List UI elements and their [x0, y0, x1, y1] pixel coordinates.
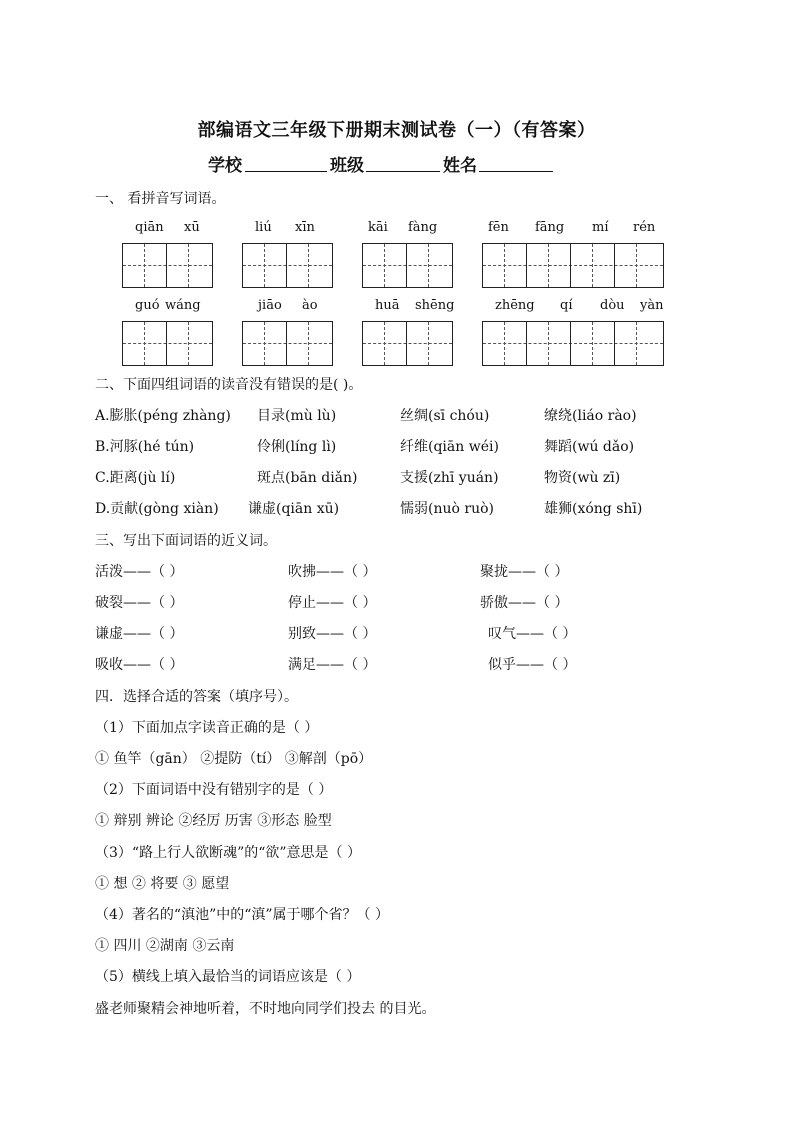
option-c-word: C.距离(jù lí): [95, 470, 176, 486]
class-blank[interactable]: [366, 171, 440, 172]
question-3-options: ① 想 ② 将要 ③ 愿望: [95, 876, 230, 892]
pinyin: qiān: [135, 220, 164, 235]
name-label: 姓名: [443, 156, 477, 176]
pinyin: fēn: [488, 220, 509, 235]
question-1-options: ① 鱼竿（gān） ②提防（tí） ③解剖（pō）: [95, 751, 373, 767]
synonym-item[interactable]: 停止——（ ）: [288, 595, 377, 611]
option-a-word: A.膨胀(péng zhàng): [95, 408, 231, 424]
pinyin: rén: [633, 220, 656, 235]
synonym-item[interactable]: 破裂——（ ）: [95, 595, 184, 611]
synonym-item[interactable]: 骄傲——（ ）: [480, 595, 569, 611]
option-d-word: 谦虚(qiān xū): [248, 501, 340, 517]
synonym-item[interactable]: 吸收——（ ）: [95, 657, 184, 673]
pinyin: wáng: [165, 298, 201, 313]
writing-grid[interactable]: [362, 243, 453, 288]
option-b-word: B.河豚(hé tún): [95, 439, 195, 455]
writing-grid[interactable]: [122, 243, 213, 288]
pinyin: mí: [592, 220, 609, 235]
school-label: 学校: [208, 156, 242, 176]
pinyin: ào: [302, 298, 318, 313]
option-d-word: 懦弱(nuò ruò): [400, 501, 494, 517]
synonym-item[interactable]: 谦虚——（ ）: [95, 626, 184, 642]
pinyin: huā: [375, 298, 400, 313]
pinyin: zhēng: [495, 298, 535, 313]
option-c-word: 支援(zhī yuán): [400, 470, 499, 486]
writing-grid[interactable]: [242, 321, 333, 366]
option-a-word: 缭绕(liáo rào): [544, 408, 637, 424]
synonym-item[interactable]: 聚拢——（ ）: [480, 564, 569, 580]
page-title: 部编语文三年级下册期末测试卷（一）（有答案）: [197, 120, 596, 141]
section-4-heading: 四．选择合适的答案（填序号）。: [95, 689, 298, 705]
class-label: 班级: [330, 156, 364, 176]
pinyin: qí: [560, 298, 573, 313]
synonym-item[interactable]: 满足——（ ）: [288, 657, 377, 673]
synonym-item[interactable]: 活泼——（ ）: [95, 564, 184, 580]
synonym-item[interactable]: 吹拂——（ ）: [288, 564, 377, 580]
pinyin: jiāo: [258, 298, 282, 313]
question-2: （2）下面词语中没有错别字的是（ ）: [95, 782, 333, 798]
option-b-word: 伶俐(líng lì): [257, 439, 337, 455]
writing-grid[interactable]: [482, 243, 664, 288]
option-b-word: 舞蹈(wú dǎo): [544, 439, 635, 455]
option-a-word: 目录(mù lù): [257, 408, 337, 424]
question-5: （5）横线上填入最恰当的词语应该是（ ）: [95, 969, 361, 985]
pinyin: liú: [255, 220, 272, 235]
pinyin: kāi: [368, 220, 388, 235]
section-1-heading: 一、 看拼音写词语。: [95, 191, 226, 207]
question-3: （3）“路上行人欲断魂”的“欲”意思是（ ）: [95, 845, 361, 861]
pinyin: dòu: [600, 298, 625, 313]
pinyin: fàng: [408, 220, 438, 235]
synonym-item[interactable]: 似乎——（ ）: [488, 657, 577, 673]
option-c-word: 物资(wù zī): [544, 470, 621, 486]
school-blank[interactable]: [245, 171, 327, 172]
option-a-word: 丝绸(sī chóu): [400, 408, 490, 424]
writing-grid[interactable]: [482, 321, 664, 366]
name-blank[interactable]: [479, 171, 553, 172]
question-4: （4）著名的“滇池”中的“滇”属于哪个省？（ ）: [95, 907, 389, 923]
writing-grid[interactable]: [362, 321, 453, 366]
pinyin: yàn: [640, 298, 664, 313]
writing-grid[interactable]: [122, 321, 213, 366]
option-d-word: D.贡献(gòng xiàn): [95, 501, 219, 517]
pinyin: fāng: [535, 220, 565, 235]
question-5-sentence: 盛老师聚精会神地听着，不时地向同学们投去 的目光。: [95, 1001, 436, 1017]
synonym-item[interactable]: 叹气——（ ）: [488, 626, 577, 642]
writing-grid[interactable]: [242, 243, 333, 288]
option-d-word: 雄狮(xóng shī): [544, 501, 643, 517]
question-4-options: ① 四川 ②湖南 ③云南: [95, 938, 235, 954]
pinyin: shēng: [415, 298, 455, 313]
question-2-options: ① 辩别 辨论 ②经厉 历害 ③形态 脸型: [95, 813, 332, 829]
pinyin: guó: [135, 298, 160, 313]
section-3-heading: 三、写出下面词语的近义词。: [95, 533, 277, 549]
option-c-word: 斑点(bān diǎn): [257, 470, 358, 486]
synonym-item[interactable]: 别致——（ ）: [288, 626, 377, 642]
pinyin: xū: [184, 220, 200, 235]
pinyin: xīn: [295, 220, 315, 235]
option-b-word: 纤维(qiān wéi): [400, 439, 499, 455]
question-1: （1）下面加点字读音正确的是（ ）: [95, 720, 319, 736]
section-2-heading: 二、下面四组词语的读音没有错误的是( )。: [95, 377, 363, 393]
